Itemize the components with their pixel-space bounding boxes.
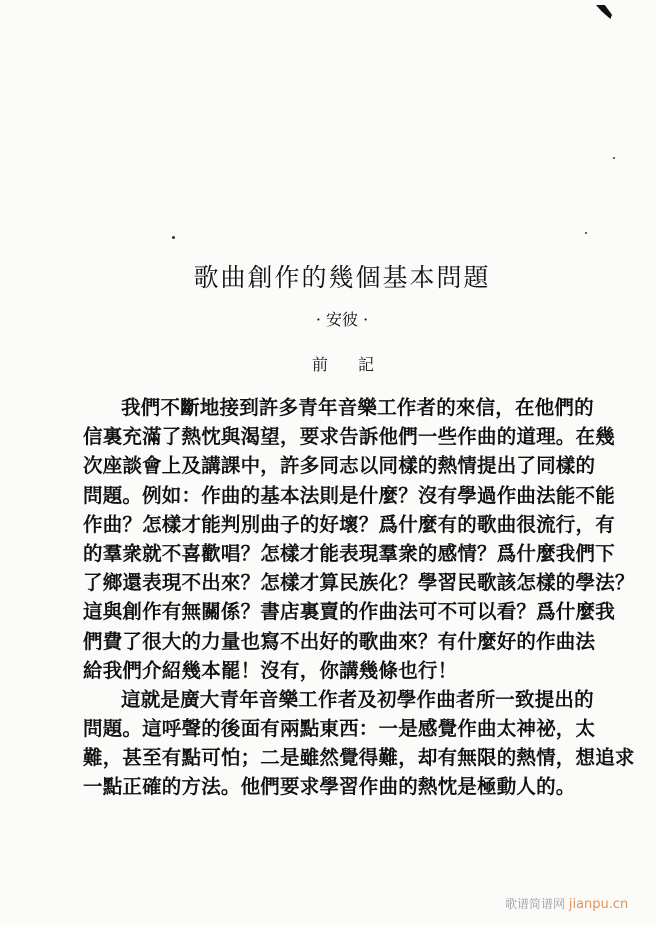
text-line: 作曲？怎樣才能判別曲子的好壞？爲什麼有的歌曲很流行，有 (83, 512, 615, 536)
scan-speck (613, 157, 615, 159)
text-line: 們費了很大的力量也寫不出好的歌曲來？有什麼好的作曲法 (83, 629, 596, 653)
site-watermark (505, 895, 628, 912)
text-line: 的羣衆就不喜歡唱？怎樣才能表現羣衆的感情？爲什麼我們下 (83, 541, 615, 565)
watermark-domain: jianpu.cn (568, 897, 629, 912)
text-line: 我們不斷地接到許多青年音樂工作者的來信，在他們的 (121, 396, 594, 419)
text-line: 一點正確的方法。他們要求學習作曲的熱忱是極動人的。 (83, 775, 576, 799)
text-line: 了鄉還表現不出來？怎樣才算民族化？學習民歌該怎樣的學法？ (83, 571, 635, 595)
ink-blot-mark (596, 5, 612, 19)
paragraph-2 (83, 685, 635, 802)
watermark-chinese: 歌谱简谱网 (505, 897, 566, 911)
article-author: · 安彼 · (315, 310, 369, 329)
scan-speck (585, 232, 587, 234)
text-line: 問題。這呼聲的後面有兩點東西：一是感覺作曲太神祕，太 (83, 717, 596, 741)
text-line: 這與創作有無關係？書店裏賣的作曲法可不可以看？爲什麼我 (83, 600, 615, 624)
text-line: 這就是廣大青年音樂工作者及初學作曲者所一致提出的 (121, 687, 594, 711)
text-line: 難，甚至有點可怕；二是雖然覺得難，却有無限的熱情，想追求 (83, 746, 635, 770)
article-body (83, 393, 635, 802)
text-line: 信裏充滿了熱忱與渴望，要求告訴他們一些作曲的道理。在幾 (83, 425, 615, 449)
text-line: 次座談會上及講課中，許多同志以同樣的熱情提出了同樣的 (83, 454, 596, 478)
scan-speck (172, 236, 175, 239)
text-line: 給我們介紹幾本罷！沒有，你講幾條也行！ (83, 658, 458, 682)
text-line: 問題。例如：作曲的基本法則是什麼？沒有學過作曲法能不能 (83, 483, 615, 507)
article-title: 歌曲創作的幾個基本問題 (193, 263, 491, 292)
paragraph-1 (83, 393, 635, 685)
section-heading: 前記 (311, 355, 404, 374)
